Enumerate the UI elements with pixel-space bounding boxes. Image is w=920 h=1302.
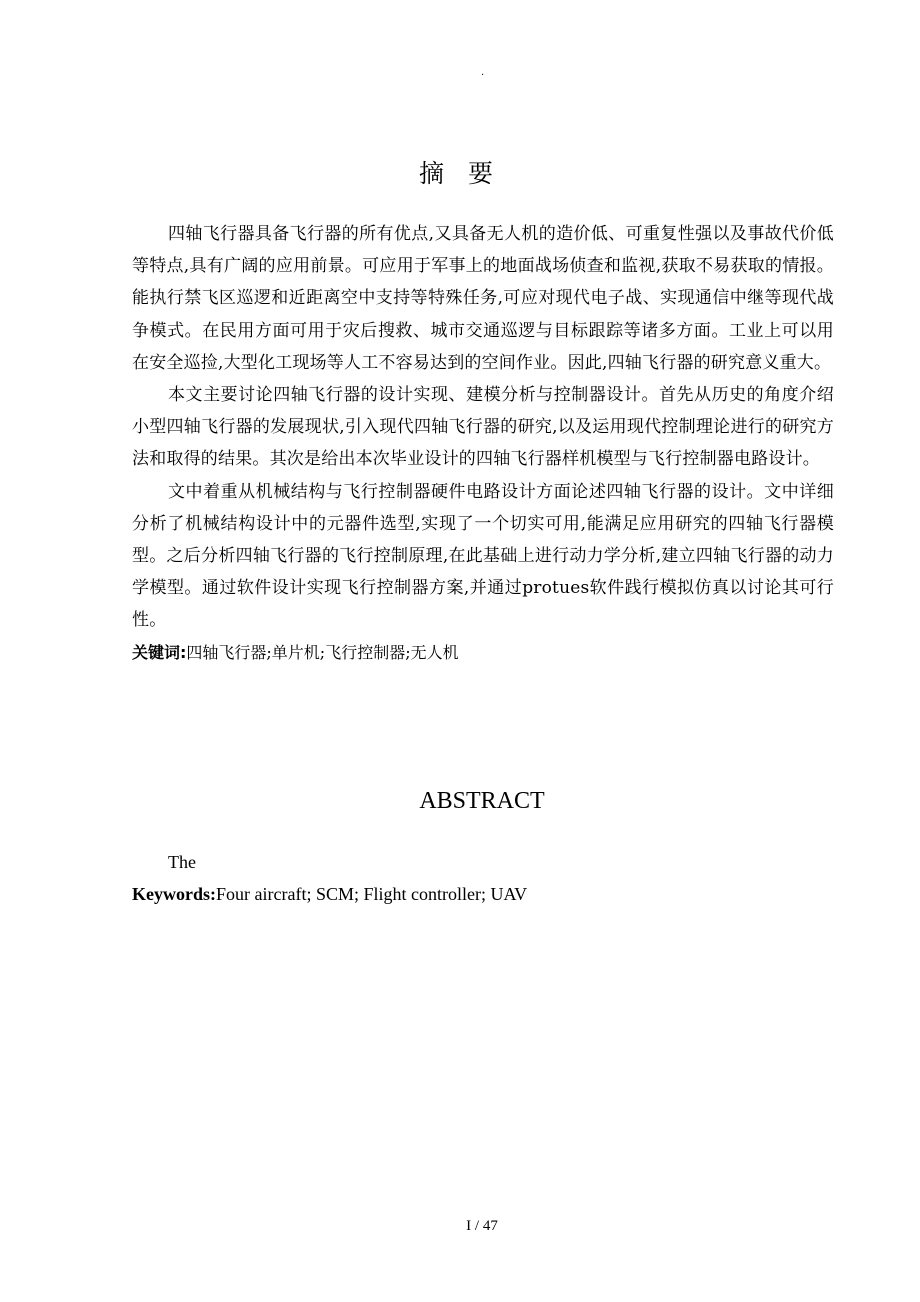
abstract-title-zh: 摘 要 [419,159,501,188]
keywords-line-en [132,878,834,910]
page-number: I / 47 [466,1218,498,1234]
keywords-label-zh: 关键词: [132,642,187,662]
keywords-value-zh: 四轴飞行器;单片机;飞行控制器;无人机 [186,642,459,662]
abstract-body-en [132,846,834,910]
abstract-paragraph-zh: 四轴飞行器具备飞行器的所有优点,又具备无人机的造价低、可重复性强以及事故代价低等特点,具有广阔的应用前景。可应用于军事上的地面战场侦查和监视,获取不易获取的情报。能执行禁飞区巡逻和近距离空中支持等特殊任务,可应对现代电子战、实现通信中继等现代战争模式。在民用方面可用于灾后搜救、城市交通巡逻与目标跟踪等诸多方面。工业上可以用在安全巡捡,大型化工现场等人工不容易达到的空间作业。因此,四轴飞行器的研究意义重大。 [132,224,834,373]
abstract-paragraph-zh: 本文主要讨论四轴飞行器的设计实现、建模分析与控制器设计。首先从历史的角度介绍小型四轴飞行器的发展现状,引入现代四轴飞行器的研究,以及运用现代控制理论进行的研究方法和取得的结果。其次是给出本次毕业设计的四轴飞行器样机模型与飞行控制器电路设计。 [132,385,834,470]
keywords-line-zh [132,637,834,669]
abstract-paragraph-zh: 文中着重从机械结构与飞行控制器硬件电路设计方面论述四轴飞行器的设计。文中详细分析了机械结构设计中的元器件选型,实现了一个切实可用,能满足应用研究的四轴飞行器模型。之后分析四轴飞行器的飞行控制原理,在此基础上进行动力学分析,建立四轴飞行器的动力学模型。通过软件设计实现飞行控制器方案,并通过protues软件践行模拟仿真以讨论其可行性。 [132,481,834,631]
abstract-paragraph-en: The [168,852,196,872]
keywords-label-en: Keywords: [132,884,216,904]
keywords-value-en: Four aircraft; SCM; Flight controller; UAV [216,884,528,904]
abstract-body-zh [132,218,834,669]
header-mark: . [481,67,485,78]
abstract-title-en: ABSTRACT [419,788,545,814]
